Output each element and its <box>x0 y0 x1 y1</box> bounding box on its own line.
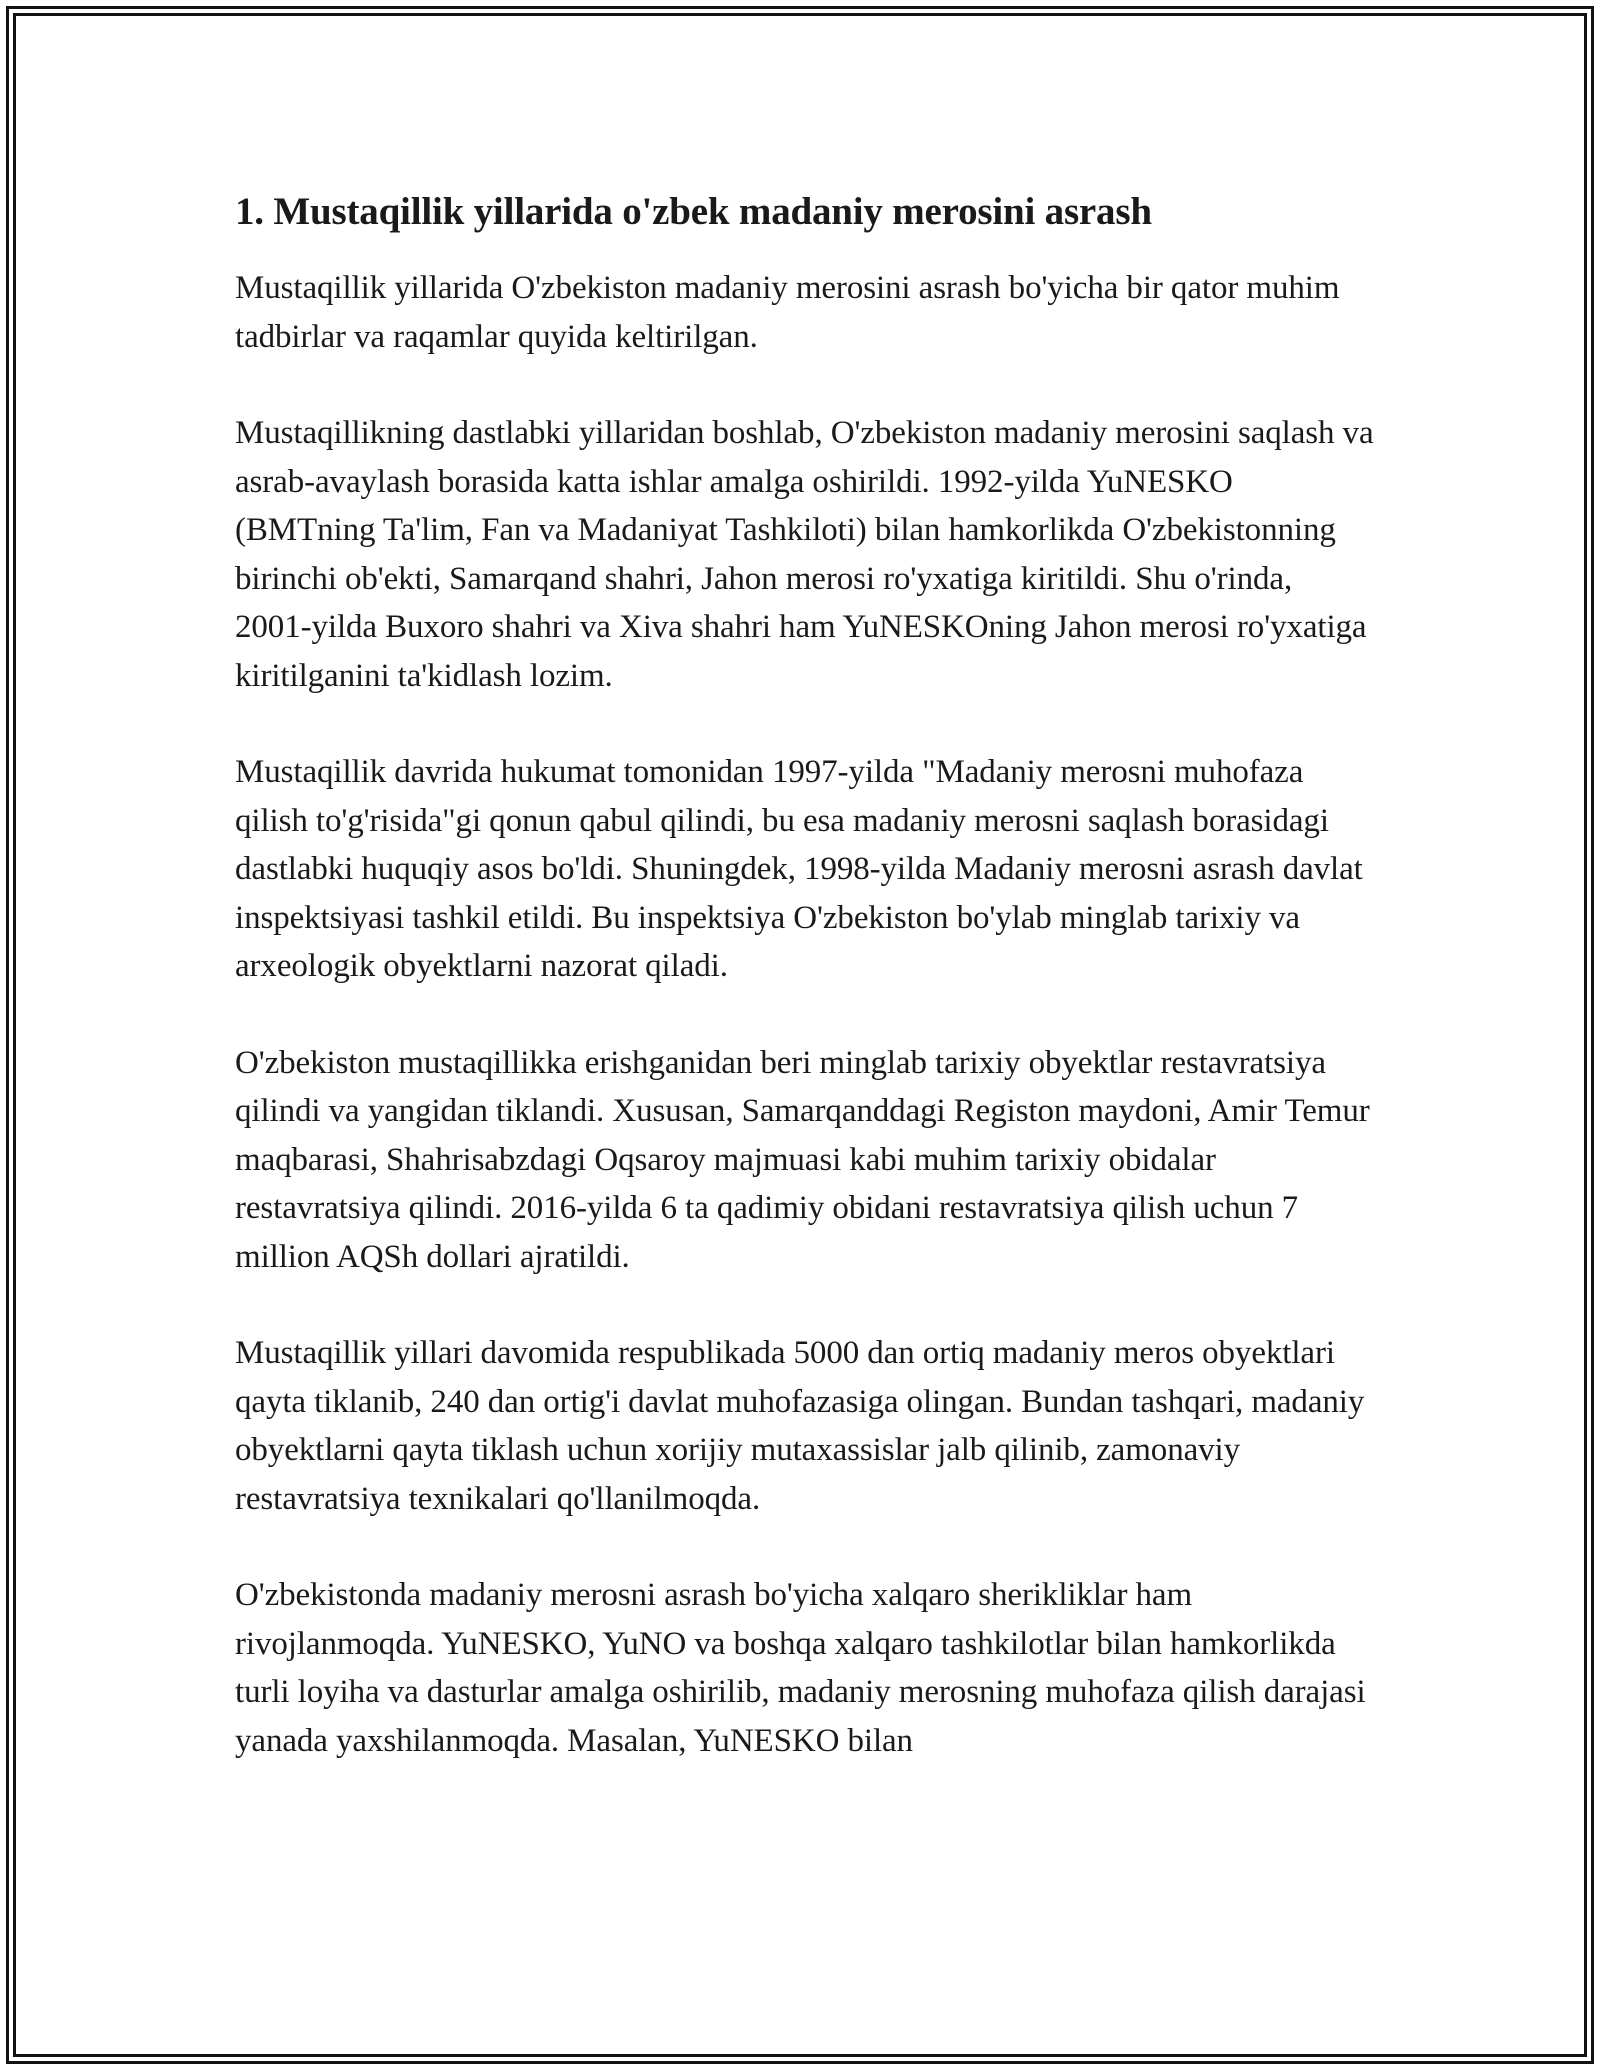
document-body <box>235 186 1375 1813</box>
paragraph-restoration: O'zbekiston mustaqillikka erishganidan beri minglab tarixiy obyektlar restavratsiya qilindi va yangidan tiklandi. Xususan, Samarqanddagi Registon maydoni, Amir Temur maqbarasi, Shahrisabzdagi Oqsaroy majmuasi kabi muhim tarixiy obidalar restavratsiya qilindi. 2016-yilda 6 ta qadimiy obidani restavratsiya qilish uchun 7 million AQSh dollari ajratildi. <box>235 1044 1370 1275</box>
paragraph-international-partnerships: O'zbekistonda madaniy merosni asrash bo'yicha xalqaro sherikliklar ham rivojlanmoqda. YuNESKO, YuNO va boshqa xalqaro tashkilotlar bilan hamkorlikda turli loyiha va dasturlar amalga oshirilib, madaniy merosning muhofaza qilish darajasi yanada yaxshilanmoqda. Masalan, YuNESKO bilan <box>235 1577 1366 1759</box>
paragraph-heritage-law: Mustaqillik davrida hukumat tomonidan 1997-yilda "Madaniy merosni muhofaza qilish to'g'risida"gi qonun qabul qilindi, bu esa madaniy merosni saqlash borasidagi dastlabki huquqiy asos bo'ldi. Shuningdek, 1998-yilda Madaniy merosni asrash davlat inspektsiyasi tashkil etildi. Bu inspektsiya O'zbekiston bo'ylab minglab tarixiy va arxeologik obyektlarni nazorat qiladi. <box>235 754 1363 984</box>
paragraph-intro: Mustaqillik yillarida O'zbekiston madaniy merosini asrash bo'yicha bir qator muhim tadbirlar va raqamlar quyida keltirilgan. <box>235 270 1340 355</box>
paragraph-unesco-listing: Mustaqillikning dastlabki yillaridan boshlab, O'zbekiston madaniy merosini saqlash va asrab-avaylash borasida katta ishlar amalga oshirildi. 1992-yilda YuNESKO (BMTning Ta'lim, Fan va Madaniyat Tashkiloti) bilan hamkorlikda O'zbekistonning birinchi ob'ekti, Samarqand shahri, Jahon merosi ro'yxatiga kiritildi. Shu o'rinda, 2001-yilda Buxoro shahri va Xiva shahri ham YuNESKOning Jahon merosi ro'yxatiga kiritilganini ta'kidlash lozim. <box>235 415 1374 694</box>
paragraph-heritage-objects: Mustaqillik yillari davomida respublikada 5000 dan ortiq madaniy meros obyektlari qayta tiklanib, 240 dan ortig'i davlat muhofazasiga olingan. Bundan tashqari, madaniy obyektlarni qayta tiklash uchun xorijiy mutaxassislar jalb qilinib, zamonaviy restavratsiya texnikalari qo'llanilmoqda. <box>235 1335 1365 1517</box>
section-title: 1. Mustaqillik yillarida o'zbek madaniy merosini asrash <box>235 190 1152 233</box>
